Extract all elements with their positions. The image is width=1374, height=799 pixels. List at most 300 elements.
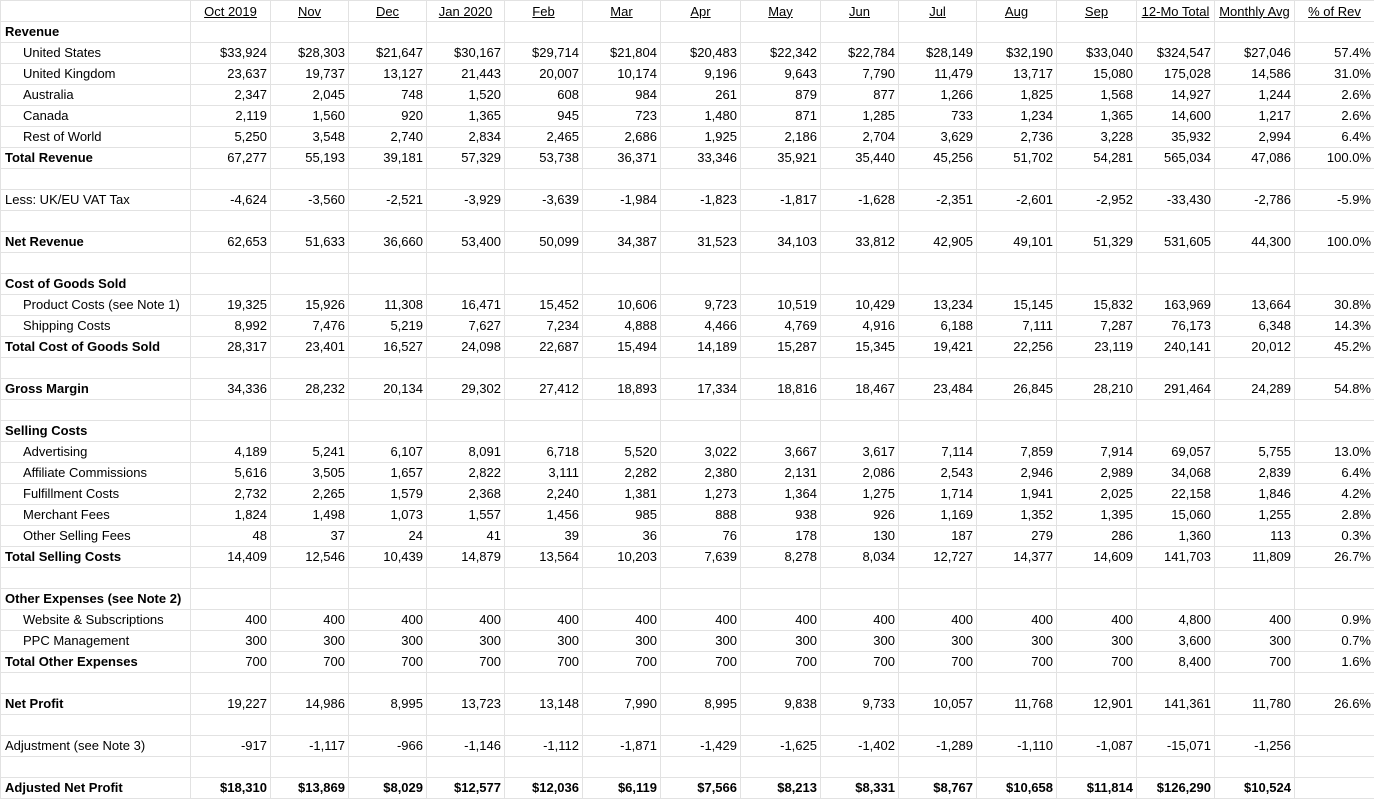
cell-aug[interactable] [977,22,1057,43]
cell-of-rev[interactable] [1295,274,1374,295]
cell-apr[interactable]: 4,466 [661,316,741,337]
cell-may[interactable]: 700 [741,652,821,673]
cell-dec[interactable] [349,253,427,274]
cell-oct-2019[interactable] [191,358,271,379]
cell-jan-2020[interactable]: 57,329 [427,148,505,169]
row-label[interactable] [1,400,191,421]
cell-12-mo-total[interactable] [1137,253,1215,274]
cell-feb[interactable]: 7,234 [505,316,583,337]
cell-apr[interactable] [661,358,741,379]
cell-dec[interactable]: $21,647 [349,43,427,64]
cell-jan-2020[interactable]: 400 [427,610,505,631]
cell-jun[interactable]: 15,345 [821,337,899,358]
cell-jul[interactable] [899,715,977,736]
row-label[interactable]: United States [1,43,191,64]
cell-sep[interactable]: 54,281 [1057,148,1137,169]
cell-aug[interactable]: 1,352 [977,505,1057,526]
header-corner[interactable] [1,1,191,22]
cell-jun[interactable] [821,274,899,295]
cell-apr[interactable] [661,400,741,421]
column-header-dec[interactable]: Dec [349,1,427,22]
cell-12-mo-total[interactable]: 531,605 [1137,232,1215,253]
cell-dec[interactable] [349,211,427,232]
cell-monthly-avg[interactable] [1215,568,1295,589]
row-label[interactable]: Affiliate Commissions [1,463,191,484]
cell-of-rev[interactable]: 31.0% [1295,64,1374,85]
cell-mar[interactable]: $21,804 [583,43,661,64]
cell-mar[interactable]: 300 [583,631,661,652]
cell-may[interactable]: 34,103 [741,232,821,253]
cell-jul[interactable]: 733 [899,106,977,127]
cell-jul[interactable]: 19,421 [899,337,977,358]
cell-mar[interactable] [583,169,661,190]
cell-feb[interactable]: 39 [505,526,583,547]
cell-may[interactable]: 871 [741,106,821,127]
column-header-monthly-avg[interactable]: Monthly Avg [1215,1,1295,22]
row-label[interactable]: Shipping Costs [1,316,191,337]
cell-oct-2019[interactable]: -917 [191,736,271,757]
cell-monthly-avg[interactable] [1215,673,1295,694]
cell-12-mo-total[interactable]: 14,927 [1137,85,1215,106]
cell-feb[interactable]: 13,564 [505,547,583,568]
cell-jan-2020[interactable]: 1,520 [427,85,505,106]
cell-jan-2020[interactable]: 1,557 [427,505,505,526]
cell-jan-2020[interactable] [427,358,505,379]
cell-aug[interactable]: 7,859 [977,442,1057,463]
cell-jul[interactable] [899,400,977,421]
cell-may[interactable] [741,274,821,295]
cell-12-mo-total[interactable]: 76,173 [1137,316,1215,337]
cell-aug[interactable]: 14,377 [977,547,1057,568]
cell-dec[interactable] [349,715,427,736]
cell-may[interactable]: 3,667 [741,442,821,463]
cell-jan-2020[interactable]: 700 [427,652,505,673]
cell-jun[interactable]: 300 [821,631,899,652]
cell-sep[interactable] [1057,421,1137,442]
cell-may[interactable]: 18,816 [741,379,821,400]
cell-monthly-avg[interactable]: 24,289 [1215,379,1295,400]
cell-sep[interactable]: 7,914 [1057,442,1137,463]
cell-mar[interactable] [583,400,661,421]
cell-monthly-avg[interactable] [1215,715,1295,736]
cell-mar[interactable]: 10,203 [583,547,661,568]
cell-nov[interactable]: 28,232 [271,379,349,400]
cell-jun[interactable]: 4,916 [821,316,899,337]
cell-oct-2019[interactable]: 700 [191,652,271,673]
cell-oct-2019[interactable]: 300 [191,631,271,652]
cell-may[interactable] [741,211,821,232]
cell-apr[interactable]: 3,022 [661,442,741,463]
cell-sep[interactable]: 2,989 [1057,463,1137,484]
cell-of-rev[interactable]: 2.6% [1295,85,1374,106]
cell-apr[interactable]: 1,273 [661,484,741,505]
cell-of-rev[interactable]: 26.7% [1295,547,1374,568]
cell-of-rev[interactable]: 0.9% [1295,610,1374,631]
cell-sep[interactable] [1057,715,1137,736]
cell-jun[interactable]: 33,812 [821,232,899,253]
cell-apr[interactable]: 14,189 [661,337,741,358]
cell-mar[interactable] [583,253,661,274]
row-label[interactable] [1,673,191,694]
cell-12-mo-total[interactable]: $324,547 [1137,43,1215,64]
cell-sep[interactable] [1057,211,1137,232]
cell-may[interactable]: 1,364 [741,484,821,505]
cell-sep[interactable]: $33,040 [1057,43,1137,64]
cell-jul[interactable] [899,673,977,694]
cell-mar[interactable]: 18,893 [583,379,661,400]
cell-sep[interactable] [1057,757,1137,778]
cell-of-rev[interactable] [1295,211,1374,232]
cell-apr[interactable]: 400 [661,610,741,631]
cell-monthly-avg[interactable]: 11,780 [1215,694,1295,715]
cell-apr[interactable] [661,568,741,589]
cell-nov[interactable]: $28,303 [271,43,349,64]
cell-may[interactable] [741,22,821,43]
cell-jan-2020[interactable] [427,757,505,778]
cell-oct-2019[interactable]: 28,317 [191,337,271,358]
cell-apr[interactable]: -1,823 [661,190,741,211]
cell-sep[interactable]: 400 [1057,610,1137,631]
cell-aug[interactable] [977,673,1057,694]
cell-of-rev[interactable]: 54.8% [1295,379,1374,400]
cell-dec[interactable]: 36,660 [349,232,427,253]
row-label[interactable] [1,253,191,274]
cell-dec[interactable]: 1,579 [349,484,427,505]
row-label[interactable]: Gross Margin [1,379,191,400]
cell-aug[interactable]: 26,845 [977,379,1057,400]
cell-monthly-avg[interactable]: $10,524 [1215,778,1295,799]
cell-feb[interactable]: 20,007 [505,64,583,85]
cell-of-rev[interactable]: 57.4% [1295,43,1374,64]
cell-dec[interactable]: -966 [349,736,427,757]
cell-oct-2019[interactable]: $18,310 [191,778,271,799]
cell-oct-2019[interactable]: 2,347 [191,85,271,106]
cell-apr[interactable]: 9,196 [661,64,741,85]
cell-apr[interactable]: -1,429 [661,736,741,757]
cell-feb[interactable]: $29,714 [505,43,583,64]
cell-nov[interactable]: 37 [271,526,349,547]
cell-aug[interactable] [977,400,1057,421]
cell-oct-2019[interactable] [191,757,271,778]
cell-aug[interactable]: 279 [977,526,1057,547]
cell-jun[interactable]: 1,275 [821,484,899,505]
cell-apr[interactable] [661,253,741,274]
cell-jan-2020[interactable]: 21,443 [427,64,505,85]
cell-jan-2020[interactable]: 24,098 [427,337,505,358]
cell-jun[interactable]: -1,628 [821,190,899,211]
row-label[interactable]: Net Profit [1,694,191,715]
cell-oct-2019[interactable] [191,274,271,295]
row-label[interactable]: Advertising [1,442,191,463]
cell-feb[interactable]: 300 [505,631,583,652]
cell-jan-2020[interactable] [427,169,505,190]
cell-may[interactable]: 879 [741,85,821,106]
cell-nov[interactable] [271,169,349,190]
cell-feb[interactable] [505,757,583,778]
cell-jan-2020[interactable] [427,715,505,736]
cell-sep[interactable]: 12,901 [1057,694,1137,715]
cell-monthly-avg[interactable]: 2,994 [1215,127,1295,148]
cell-dec[interactable] [349,673,427,694]
cell-jun[interactable] [821,589,899,610]
cell-may[interactable]: 2,131 [741,463,821,484]
cell-oct-2019[interactable]: -4,624 [191,190,271,211]
row-label[interactable]: Less: UK/EU VAT Tax [1,190,191,211]
cell-jun[interactable]: 130 [821,526,899,547]
cell-12-mo-total[interactable]: 22,158 [1137,484,1215,505]
cell-sep[interactable]: 15,080 [1057,64,1137,85]
cell-feb[interactable] [505,253,583,274]
cell-jul[interactable] [899,568,977,589]
cell-of-rev[interactable]: 1.6% [1295,652,1374,673]
cell-mar[interactable]: 10,606 [583,295,661,316]
cell-sep[interactable] [1057,274,1137,295]
cell-oct-2019[interactable]: 48 [191,526,271,547]
cell-may[interactable]: 10,519 [741,295,821,316]
cell-of-rev[interactable] [1295,715,1374,736]
cell-12-mo-total[interactable] [1137,568,1215,589]
row-label[interactable]: United Kingdom [1,64,191,85]
cell-jun[interactable]: 35,440 [821,148,899,169]
cell-jan-2020[interactable]: 8,091 [427,442,505,463]
row-label[interactable]: Adjustment (see Note 3) [1,736,191,757]
cell-dec[interactable]: 1,657 [349,463,427,484]
cell-monthly-avg[interactable]: 1,217 [1215,106,1295,127]
cell-feb[interactable]: 3,111 [505,463,583,484]
cell-monthly-avg[interactable]: 400 [1215,610,1295,631]
cell-oct-2019[interactable] [191,169,271,190]
cell-sep[interactable]: 1,365 [1057,106,1137,127]
cell-feb[interactable]: $12,036 [505,778,583,799]
cell-sep[interactable]: 1,395 [1057,505,1137,526]
cell-feb[interactable]: 945 [505,106,583,127]
cell-of-rev[interactable] [1295,22,1374,43]
cell-12-mo-total[interactable]: 240,141 [1137,337,1215,358]
cell-of-rev[interactable]: 4.2% [1295,484,1374,505]
cell-12-mo-total[interactable]: 34,068 [1137,463,1215,484]
cell-feb[interactable]: 2,240 [505,484,583,505]
cell-oct-2019[interactable]: 4,189 [191,442,271,463]
cell-nov[interactable]: $13,869 [271,778,349,799]
row-label[interactable]: Website & Subscriptions [1,610,191,631]
cell-jun[interactable]: 2,086 [821,463,899,484]
cell-dec[interactable] [349,589,427,610]
cell-jul[interactable]: 1,266 [899,85,977,106]
cell-monthly-avg[interactable]: 47,086 [1215,148,1295,169]
cell-nov[interactable]: 3,505 [271,463,349,484]
row-label[interactable] [1,715,191,736]
cell-may[interactable] [741,589,821,610]
cell-mar[interactable]: 984 [583,85,661,106]
cell-monthly-avg[interactable]: 13,664 [1215,295,1295,316]
row-label[interactable] [1,757,191,778]
cell-may[interactable] [741,421,821,442]
cell-mar[interactable]: 10,174 [583,64,661,85]
cell-aug[interactable]: 2,736 [977,127,1057,148]
cell-12-mo-total[interactable] [1137,421,1215,442]
cell-mar[interactable] [583,211,661,232]
cell-apr[interactable] [661,673,741,694]
cell-may[interactable]: 4,769 [741,316,821,337]
column-header-12-mo-total[interactable]: 12-Mo Total [1137,1,1215,22]
cell-nov[interactable]: 400 [271,610,349,631]
cell-jun[interactable] [821,568,899,589]
cell-oct-2019[interactable] [191,22,271,43]
cell-sep[interactable] [1057,400,1137,421]
cell-dec[interactable] [349,757,427,778]
cell-monthly-avg[interactable] [1215,22,1295,43]
cell-jun[interactable]: 10,429 [821,295,899,316]
cell-nov[interactable]: 300 [271,631,349,652]
cell-dec[interactable]: 920 [349,106,427,127]
cell-sep[interactable] [1057,169,1137,190]
cell-jan-2020[interactable] [427,421,505,442]
cell-apr[interactable]: 33,346 [661,148,741,169]
cell-jul[interactable]: 400 [899,610,977,631]
cell-oct-2019[interactable] [191,211,271,232]
cell-jun[interactable] [821,253,899,274]
cell-mar[interactable] [583,568,661,589]
cell-oct-2019[interactable]: 62,653 [191,232,271,253]
cell-monthly-avg[interactable]: $27,046 [1215,43,1295,64]
cell-feb[interactable]: 15,452 [505,295,583,316]
cell-jan-2020[interactable]: 2,368 [427,484,505,505]
cell-nov[interactable] [271,421,349,442]
cell-of-rev[interactable] [1295,736,1374,757]
cell-jan-2020[interactable]: 53,400 [427,232,505,253]
cell-jun[interactable]: $22,784 [821,43,899,64]
cell-mar[interactable]: 15,494 [583,337,661,358]
cell-aug[interactable] [977,589,1057,610]
cell-dec[interactable] [349,274,427,295]
cell-jul[interactable]: 1,714 [899,484,977,505]
cell-feb[interactable]: 700 [505,652,583,673]
cell-jun[interactable]: 1,285 [821,106,899,127]
cell-aug[interactable] [977,211,1057,232]
cell-dec[interactable] [349,568,427,589]
cell-apr[interactable]: 2,380 [661,463,741,484]
column-header-apr[interactable]: Apr [661,1,741,22]
cell-jun[interactable] [821,757,899,778]
cell-dec[interactable]: 10,439 [349,547,427,568]
cell-jul[interactable]: 42,905 [899,232,977,253]
cell-jun[interactable] [821,673,899,694]
cell-jul[interactable] [899,253,977,274]
row-label[interactable]: Selling Costs [1,421,191,442]
column-header-nov[interactable]: Nov [271,1,349,22]
cell-may[interactable]: 9,838 [741,694,821,715]
cell-feb[interactable] [505,22,583,43]
cell-apr[interactable]: 1,925 [661,127,741,148]
cell-jul[interactable]: 300 [899,631,977,652]
cell-mar[interactable] [583,757,661,778]
cell-nov[interactable]: 12,546 [271,547,349,568]
cell-jan-2020[interactable]: -3,929 [427,190,505,211]
cell-jul[interactable]: $28,149 [899,43,977,64]
cell-jul[interactable]: $8,767 [899,778,977,799]
cell-jan-2020[interactable]: 14,879 [427,547,505,568]
cell-dec[interactable]: 5,219 [349,316,427,337]
cell-aug[interactable]: 11,768 [977,694,1057,715]
cell-monthly-avg[interactable]: 44,300 [1215,232,1295,253]
cell-monthly-avg[interactable] [1215,421,1295,442]
cell-apr[interactable]: 888 [661,505,741,526]
cell-nov[interactable] [271,757,349,778]
cell-mar[interactable]: 7,990 [583,694,661,715]
cell-dec[interactable]: 700 [349,652,427,673]
cell-sep[interactable] [1057,22,1137,43]
cell-sep[interactable]: -2,952 [1057,190,1137,211]
cell-monthly-avg[interactable]: 1,846 [1215,484,1295,505]
cell-feb[interactable]: 22,687 [505,337,583,358]
cell-feb[interactable] [505,421,583,442]
cell-feb[interactable] [505,169,583,190]
cell-monthly-avg[interactable] [1215,274,1295,295]
cell-of-rev[interactable] [1295,400,1374,421]
cell-nov[interactable] [271,253,349,274]
cell-mar[interactable]: 985 [583,505,661,526]
cell-aug[interactable]: 1,941 [977,484,1057,505]
cell-monthly-avg[interactable]: 113 [1215,526,1295,547]
cell-of-rev[interactable] [1295,169,1374,190]
cell-nov[interactable] [271,211,349,232]
cell-apr[interactable] [661,757,741,778]
cell-mar[interactable]: -1,984 [583,190,661,211]
cell-jul[interactable]: 187 [899,526,977,547]
cell-jul[interactable] [899,421,977,442]
row-label[interactable]: Canada [1,106,191,127]
cell-12-mo-total[interactable]: 4,800 [1137,610,1215,631]
cell-jul[interactable] [899,757,977,778]
cell-of-rev[interactable] [1295,757,1374,778]
cell-12-mo-total[interactable]: 69,057 [1137,442,1215,463]
cell-oct-2019[interactable] [191,715,271,736]
cell-jun[interactable]: 7,790 [821,64,899,85]
cell-may[interactable]: 400 [741,610,821,631]
cell-monthly-avg[interactable]: -1,256 [1215,736,1295,757]
row-label[interactable]: Cost of Goods Sold [1,274,191,295]
cell-12-mo-total[interactable]: 15,060 [1137,505,1215,526]
cell-feb[interactable]: -1,112 [505,736,583,757]
cell-feb[interactable] [505,358,583,379]
cell-feb[interactable] [505,589,583,610]
cell-jan-2020[interactable]: 13,723 [427,694,505,715]
cell-12-mo-total[interactable]: 291,464 [1137,379,1215,400]
cell-mar[interactable]: 2,686 [583,127,661,148]
cell-dec[interactable] [349,358,427,379]
cell-apr[interactable] [661,211,741,232]
cell-jan-2020[interactable]: 16,471 [427,295,505,316]
cell-oct-2019[interactable] [191,589,271,610]
cell-of-rev[interactable] [1295,568,1374,589]
cell-mar[interactable] [583,22,661,43]
cell-nov[interactable]: 14,986 [271,694,349,715]
row-label[interactable]: Total Other Expenses [1,652,191,673]
cell-monthly-avg[interactable] [1215,169,1295,190]
cell-aug[interactable]: $10,658 [977,778,1057,799]
cell-nov[interactable] [271,400,349,421]
cell-oct-2019[interactable]: 2,732 [191,484,271,505]
cell-of-rev[interactable]: 6.4% [1295,127,1374,148]
cell-jun[interactable]: 926 [821,505,899,526]
cell-dec[interactable]: 2,740 [349,127,427,148]
cell-oct-2019[interactable]: 400 [191,610,271,631]
cell-12-mo-total[interactable] [1137,169,1215,190]
cell-of-rev[interactable]: 2.6% [1295,106,1374,127]
cell-12-mo-total[interactable] [1137,715,1215,736]
column-header-of-rev[interactable]: % of Rev [1295,1,1374,22]
cell-of-rev[interactable] [1295,253,1374,274]
